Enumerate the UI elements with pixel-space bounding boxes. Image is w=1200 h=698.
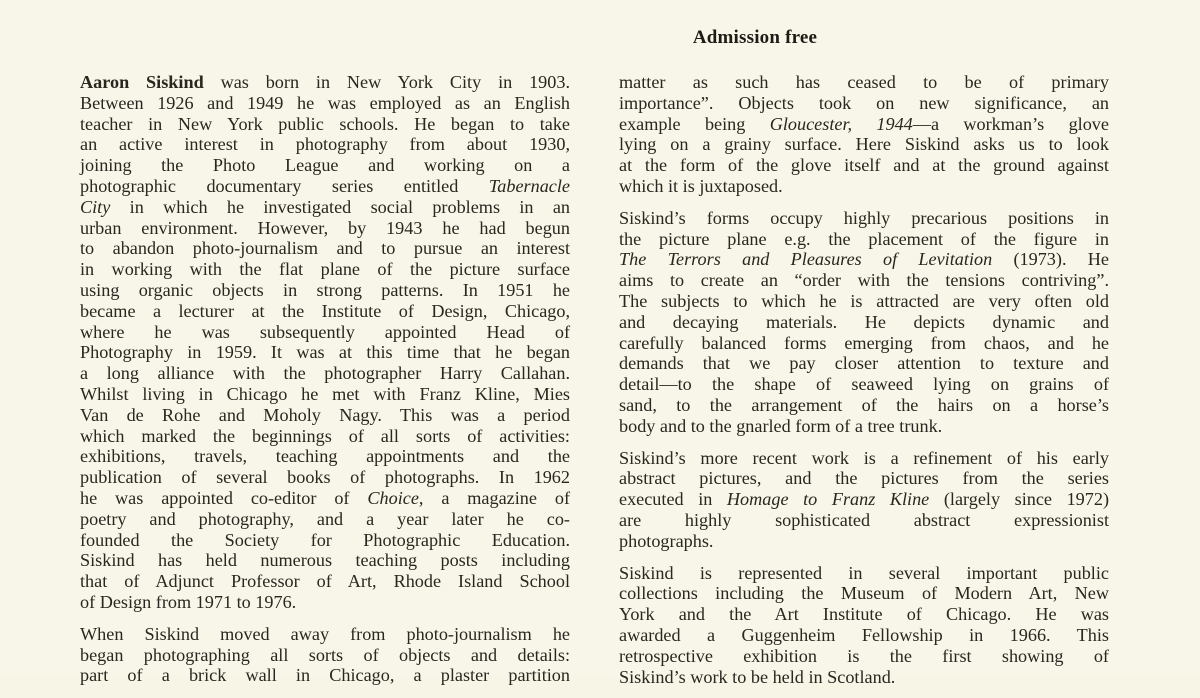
text-line: Van de Rohe and Moholy Nagy. This was a period <box>80 404 570 425</box>
text-line: which it is juxtaposed. <box>619 175 783 196</box>
work-title: The Terrors and Pleasures of Levitation <box>619 249 993 270</box>
text-line: that of Adjunct Professor of Art, Rhode Island School <box>80 571 570 592</box>
text-line: The Terrors and Pleasures of Levitation (1973). He <box>619 249 1109 270</box>
series-title: Tabernacle <box>488 175 570 196</box>
text-line: the picture plane e.g. the placement of the figure in <box>619 228 1109 249</box>
text-line: photographs. <box>619 530 714 551</box>
text-line: importance”. Objects took on new significance, an <box>619 92 1109 113</box>
text-line: Between 1926 and 1949 he was employed as an English <box>80 92 570 113</box>
text-line: publication of several books of photographs. In 1962 <box>80 467 570 488</box>
biography-paragraph <box>80 72 570 613</box>
text-line: carefully balanced forms emerging from chaos, and he <box>619 332 1109 353</box>
text-line: to abandon photo-journalism and to pursue an interest <box>80 238 570 259</box>
text-line: which marked the beginnings of all sorts of activities: <box>80 425 570 446</box>
text-line: photographic documentary series entitled Tabernacle <box>80 175 570 196</box>
text-line: poetry and photography, and a year later he co- <box>80 508 570 529</box>
admission-heading: Admission free <box>692 27 818 48</box>
text-line: Siskind’s forms occupy highly precarious positions in <box>619 207 1109 228</box>
text-line: Siskind is represented in several important public <box>619 562 1109 583</box>
left-column <box>80 72 570 697</box>
photo-journalism-paragraph <box>80 624 570 686</box>
text-line: part of a brick wall in Chicago, a plaster partition <box>80 665 570 686</box>
text-line: a long alliance with the photographer Harry Callahan. <box>80 363 570 384</box>
text-line: Aaron Siskind was born in New York City in 1903. <box>80 72 570 92</box>
text-line: matter as such has ceased to be of primary <box>619 72 1109 92</box>
magazine-title: Choice <box>367 487 419 508</box>
artist-name: Aaron Siskind <box>80 72 204 92</box>
text-line: are highly sophisticated abstract expressionist <box>619 509 1109 530</box>
text-line: demands that we pay closer attention to texture and <box>619 353 1109 374</box>
text-line: York and the Art Institute of Chicago. He was <box>619 604 1109 625</box>
text-line: collections including the Museum of Modern Art, New <box>619 583 1109 604</box>
text-line: Siskind has held numerous teaching posts including <box>80 550 570 571</box>
text-line: retrospective exhibition is the first showing of <box>619 645 1109 666</box>
text-line: using organic objects in strong patterns. In 1951 he <box>80 279 570 300</box>
recent-work-paragraph <box>619 448 1109 552</box>
series-title-cont: City <box>80 196 111 217</box>
text-line: Photography in 1959. It was at this time that he began <box>80 342 570 363</box>
text-line: an active interest in photography from about 1930, <box>80 134 570 155</box>
text-line: executed in Homage to Franz Kline (largely since 1972) <box>619 489 1109 510</box>
text-line: became a lecturer at the Institute of Design, Chicago, <box>80 300 570 321</box>
text-line: where he was subsequently appointed Head of <box>80 321 570 342</box>
text-line: The subjects to which he is attracted are very often old <box>619 290 1109 311</box>
text-line: Siskind’s work to be held in Scotland. <box>619 666 896 687</box>
text-line: at the form of the glove itself and at the ground against <box>619 155 1109 176</box>
text-line: and decaying materials. He depicts dynamic and <box>619 311 1109 332</box>
collections-paragraph <box>619 563 1109 688</box>
objects-paragraph <box>619 72 1109 197</box>
text-line: body and to the gnarled form of a tree trunk. <box>619 415 943 436</box>
text-line: lying on a grainy surface. Here Siskind asks us to look <box>619 134 1109 155</box>
text-line: of Design from 1971 to 1976. <box>80 591 297 612</box>
text-line: Whilst living in Chicago he met with Franz Kline, Mies <box>80 383 570 404</box>
text-line: abstract pictures, and the pictures from the series <box>619 468 1109 489</box>
text-line: exhibitions, travels, teaching appointments and the <box>80 446 570 467</box>
text-line: detail—to the shape of seaweed lying on grains of <box>619 374 1109 395</box>
text-line: aims to create an “order with the tensions contriving”. <box>619 270 1109 291</box>
text-line: sand, to the arrangement of the hairs on a horse’s <box>619 394 1109 415</box>
text-line: example being Gloucester, 1944—a workman’s glove <box>619 113 1109 134</box>
right-column <box>619 72 1109 698</box>
text-line: City in which he investigated social problems in an <box>80 196 570 217</box>
forms-paragraph <box>619 208 1109 437</box>
text-line: joining the Photo League and working on a <box>80 155 570 176</box>
text-line: awarded a Guggenheim Fellowship in 1966. This <box>619 624 1109 645</box>
text-line: began photographing all sorts of objects and details: <box>80 644 570 665</box>
text-line: urban environment. However, by 1943 he had begun <box>80 217 570 238</box>
text-line: When Siskind moved away from photo-journalism he <box>80 623 570 644</box>
work-title: Gloucester, 1944 <box>769 113 913 134</box>
text-line: teacher in New York public schools. He began to take <box>80 113 570 134</box>
text-line: founded the Society for Photographic Education. <box>80 529 570 550</box>
text-line: in working with the flat plane of the picture surface <box>80 259 570 280</box>
text-line: Siskind’s more recent work is a refinement of his early <box>619 447 1109 468</box>
series-title: Homage to Franz Kline <box>726 489 930 510</box>
text-line: he was appointed co-editor of Choice, a magazine of <box>80 487 570 508</box>
